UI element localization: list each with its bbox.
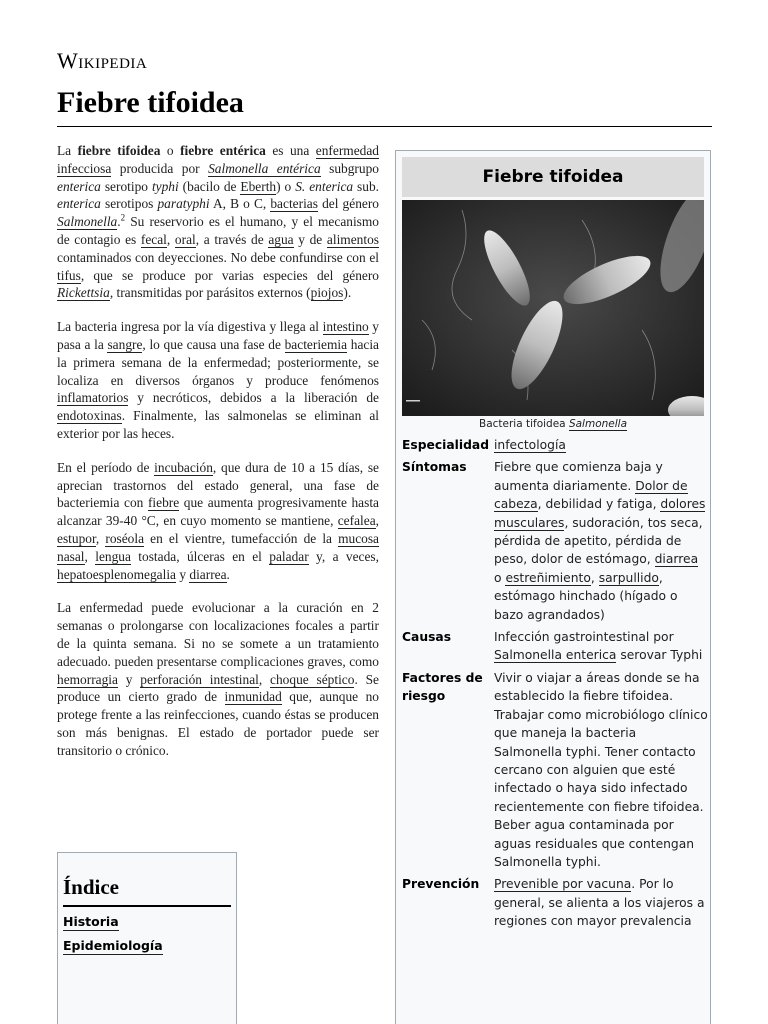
text-run: , [95,530,106,546]
text-run: hacia la primera semana de la enfermedad; posteriormente, se localiza en diversos órganos y produce fenómenos [57,336,379,388]
text-run: La enfermedad puede evolucionar a la curación en 2 semanas o prolongarse con localizaciones focales a partir de la quinta semana. Si no se somete a un tratamiento adecuado. pueden presentarse complicaciones graves, como [57,600,379,669]
salmonella-micrograph-image[interactable] [402,200,704,416]
article-link[interactable]: Salmonella enterica [494,648,617,663]
table-of-contents [57,852,237,1024]
article-link[interactable]: diarrea [189,566,227,582]
infobox-row-factores-de-riesgo [402,669,708,871]
text-run: , que se produce por varias especies del género [80,267,379,283]
text-run: , lo que causa una fase de [142,336,285,352]
text-run: paratyphi [157,196,210,212]
text-run: Su reservorio es el humano, y el mecanismo de contagio es [57,214,379,247]
text-run: , [375,513,379,529]
infobox-row-causas [402,628,708,665]
text-run: serotipo [100,178,152,194]
text-run: . [117,214,121,230]
text-run: . Finalmente, las salmonelas se eliminan al exterior por las heces. [57,408,379,441]
text-run: contaminados con deyecciones. No debe confundirse con el [57,249,379,265]
text-run: serotipos [100,196,158,212]
text-run: , transmitidas por parásitos externos ( [109,285,311,301]
text-run: tostada, úlceras en el [130,548,270,564]
text-run: y necróticos, debidos a la liberación de [128,390,379,406]
article-body [57,142,379,776]
text-run: serovar Typhi [616,648,703,663]
text-run: , sudoración, tos seca, pérdida de apetito, pérdida de peso, dolor de estómago, [494,515,703,567]
text-run: La [57,143,78,158]
text-run: Vivir o viajar a áreas donde se ha establecido la fiebre tifoidea. Trabajar como microbiólogo clínico que maneja la bacteria Salmonella typhi. Tener contacto cercano con alguien que esté infectado o haya sido infectado recientemente con fiebre tifoidea. Beber agua contaminada por aguas residuales que contengan Salmonella typhi. [494,670,708,869]
text-run: La bacteria ingresa por la vía digestiva y llega al [57,319,323,335]
text-run: o [160,143,181,158]
text-run: y [117,671,141,687]
article-paragraph [57,599,379,759]
text-run: que, aunque no protege frente a las reinfecciones, cuando éstas se producen son más benignas. El estado de portador puede ser transitorio o crónico. [57,689,379,758]
article-paragraph [57,142,379,302]
text-run: Fiebre que comienza baja y aumenta diariamente. [494,460,663,493]
article-link[interactable]: sangre [107,336,143,352]
page-title: Fiebre tifoidea [57,86,244,119]
text-run: . [226,566,230,582]
article-link[interactable]: infectología [494,438,566,452]
wikipedia-logo[interactable] [57,48,147,74]
article-link[interactable]: Salmonella entérica [208,160,321,176]
infobox-label: Síntomas [402,460,467,475]
infobox-rows [402,436,708,935]
article-link[interactable]: sarpullido [598,570,659,585]
article-link[interactable]: agua [268,231,294,247]
text-run: que aumenta progresivamente hasta alcanzar 39-40 °C, en cuyo momento se mantiene, [57,495,379,529]
text-run: subgrupo [320,160,379,176]
infobox-value [494,628,708,665]
article-link[interactable]: bacterias [270,196,318,212]
text-run: , [166,231,175,247]
infobox-label: Especialidad [402,438,489,452]
text-run: , que dura de 10 a 15 días, se aprecian trastornos del estado general, una fase de bacteriemia con [57,459,379,511]
text-run: y, a veces, [308,548,379,564]
infobox-label: Causas [402,630,452,645]
text-run: producida por [111,160,209,176]
text-run: ) o [276,178,296,194]
infobox-title: Fiebre tifoidea [402,157,704,197]
text-run: Infección gastrointestinal por [494,630,674,645]
text-run: , [84,548,96,564]
toc-title: Índice [63,875,120,899]
infobox-row-prevencion [402,875,708,930]
article-link[interactable]: Dolor de cabeza [494,478,688,512]
article-link[interactable]: hepatoesplenomegalia [57,566,176,582]
toc-item-historia[interactable]: Historia [63,914,119,929]
article-paragraph [57,318,379,443]
bold-term: fiebre tifoidea [77,143,161,158]
article-link[interactable]: fecal [140,231,167,247]
article-link[interactable]: cefalea [337,513,376,529]
text-run: ). [343,285,352,301]
article-link[interactable]: roséola [105,530,145,546]
article-link[interactable]: enfermedad infecciosa [57,143,379,176]
text-run: , a través de [195,231,269,247]
text-run: sub. [353,178,379,194]
infobox-value [494,669,708,871]
text-run: y pasa a la [57,319,379,352]
article-link[interactable]: hemorragia [57,671,118,687]
article-link[interactable]: Rickettsia [57,285,110,301]
article-link[interactable]: estreñimiento [505,570,591,585]
article-link[interactable]: tifus [57,267,81,283]
article-link[interactable]: Prevenible por vacuna [494,877,632,892]
infobox-row-especialidad [402,436,708,454]
text-run: es una [265,143,316,158]
text-run: , debilidad y fatiga, [537,497,661,512]
text-run: del género [317,196,379,212]
text-run: en el vientre, tumefacción de la [144,530,339,546]
article-link[interactable]: perforación intestinal [140,671,259,687]
infobox-value [494,458,708,624]
article-link[interactable]: inmunidad [224,689,282,705]
text-run: (bacilo de [178,178,241,194]
article-paragraph [57,459,379,584]
article-link[interactable]: paladar [269,548,309,564]
article-link[interactable]: endotoxinas [57,408,122,424]
article-link[interactable]: fiebre [147,495,180,511]
article-link[interactable]: diarrea [654,552,699,567]
article-link[interactable]: Salmonella [568,418,628,430]
article-link[interactable]: oral [174,231,196,247]
article-link[interactable]: Salmonella [57,214,118,230]
article-link[interactable]: inflamatorios [57,390,129,406]
text-run: Bacteria tifoidea [478,418,569,430]
text-run: o [494,570,506,585]
toc-divider [63,905,231,907]
infobox-row-sintomas [402,458,708,624]
text-run: . Se produce un cierto grado de [57,671,379,705]
text-run: , [590,570,599,585]
article-link[interactable]: intestino [322,319,369,335]
title-divider [57,126,712,127]
text-run: , [258,671,271,687]
text-run: . Por lo general, se alienta a los viajeros a regiones con mayor prevalencia [494,877,705,929]
text-run: A, B o C, [209,196,271,212]
toc-item-epidemiologia[interactable]: Epidemiología [63,938,163,953]
article-link[interactable]: choque séptico [270,671,355,687]
infobox-caption [402,416,704,432]
infobox [395,150,711,1024]
infobox-label: Factores de riesgo [402,670,483,704]
text-run: y [175,566,190,582]
article-link[interactable]: incubación [154,459,213,475]
article-link[interactable]: bacteriemia [284,336,348,352]
logo-text: Wikipedia [57,48,148,73]
article-link[interactable]: alimentos [326,231,379,247]
bold-term: fiebre entérica [180,143,266,158]
text-run: y de [293,231,327,247]
text-run: typhi [151,178,179,194]
article-link[interactable]: mucosa nasal [57,530,379,564]
text-run: S. enterica [295,178,354,194]
infobox-value [494,436,708,454]
article-link[interactable]: dolores musculares [494,497,706,530]
text-run: , estómago hinchado (hígado o bazo agrandados) [494,570,678,622]
text-run: enterica [57,178,101,194]
text-run: En el período de [57,459,155,475]
reference-marker[interactable]: 2 [120,212,126,223]
infobox-value [494,875,708,930]
article-link[interactable]: piojos [310,285,344,301]
infobox-label: Prevención [402,877,480,892]
article-link[interactable]: lengua [95,548,131,564]
article-link[interactable]: Eberth [240,178,277,194]
article-link[interactable]: estupor [57,530,96,546]
text-run: enterica [57,196,101,212]
